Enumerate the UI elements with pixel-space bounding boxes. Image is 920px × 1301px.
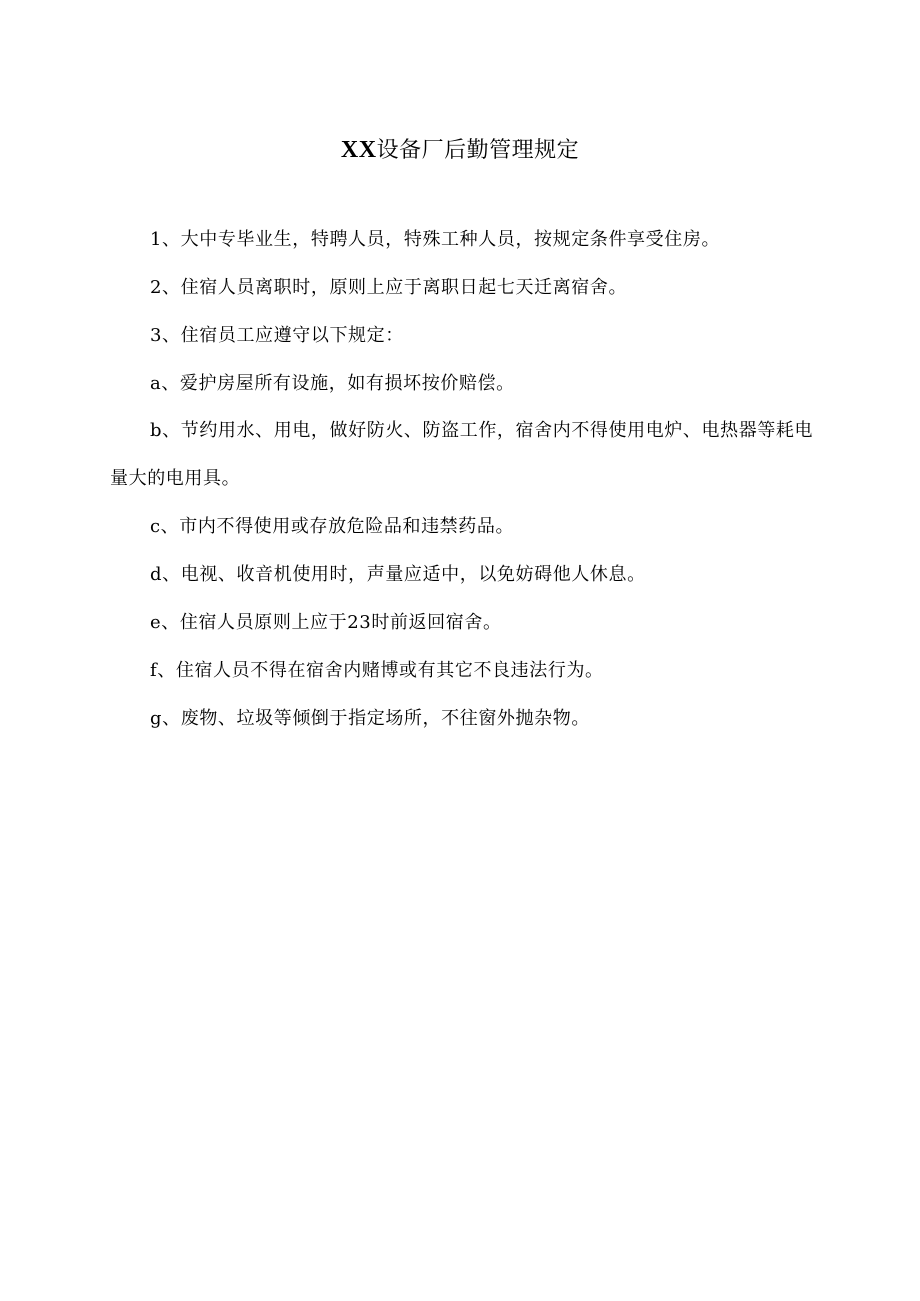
paragraph-b: b、节约用水、用电，做好防火、防盗工作，宿舍内不得使用电炉、电热器等耗电量大的电用具。: [110, 420, 814, 489]
paragraph-g: g、废物、垃圾等倾倒于指定场所，不往窗外抛杂物。: [150, 708, 590, 729]
paragraph-d: d、电视、收音机使用时，声量应适中，以免妨碍他人休息。: [150, 564, 646, 585]
paragraph-1: 1、大中专毕业生，特聘人员，特殊工种人员，按规定条件享受住房。: [150, 229, 721, 250]
paragraph-c: c、市内不得使用或存放危险品和违禁药品。: [150, 516, 515, 537]
paragraph-3: 3、住宿员工应遵守以下规定：: [150, 325, 404, 346]
paragraph-a: a、爱护房屋所有设施，如有损坏按价赔偿。: [150, 373, 515, 394]
document-body: [110, 224, 815, 734]
document-title-prefix: XX: [340, 137, 377, 163]
paragraph-2: 2、住宿人员离职时，原则上应于离职日起七天迁离宿舍。: [150, 277, 628, 298]
paragraph-f: f、住宿人员不得在宿舍内赌博或有其它不良违法行为。: [150, 660, 604, 681]
document-title-text: 设备厂后勤管理规定: [376, 138, 580, 163]
paragraph-e: e、住宿人员原则上应于23时前返回宿舍。: [150, 612, 502, 633]
document-title: [0, 134, 920, 167]
